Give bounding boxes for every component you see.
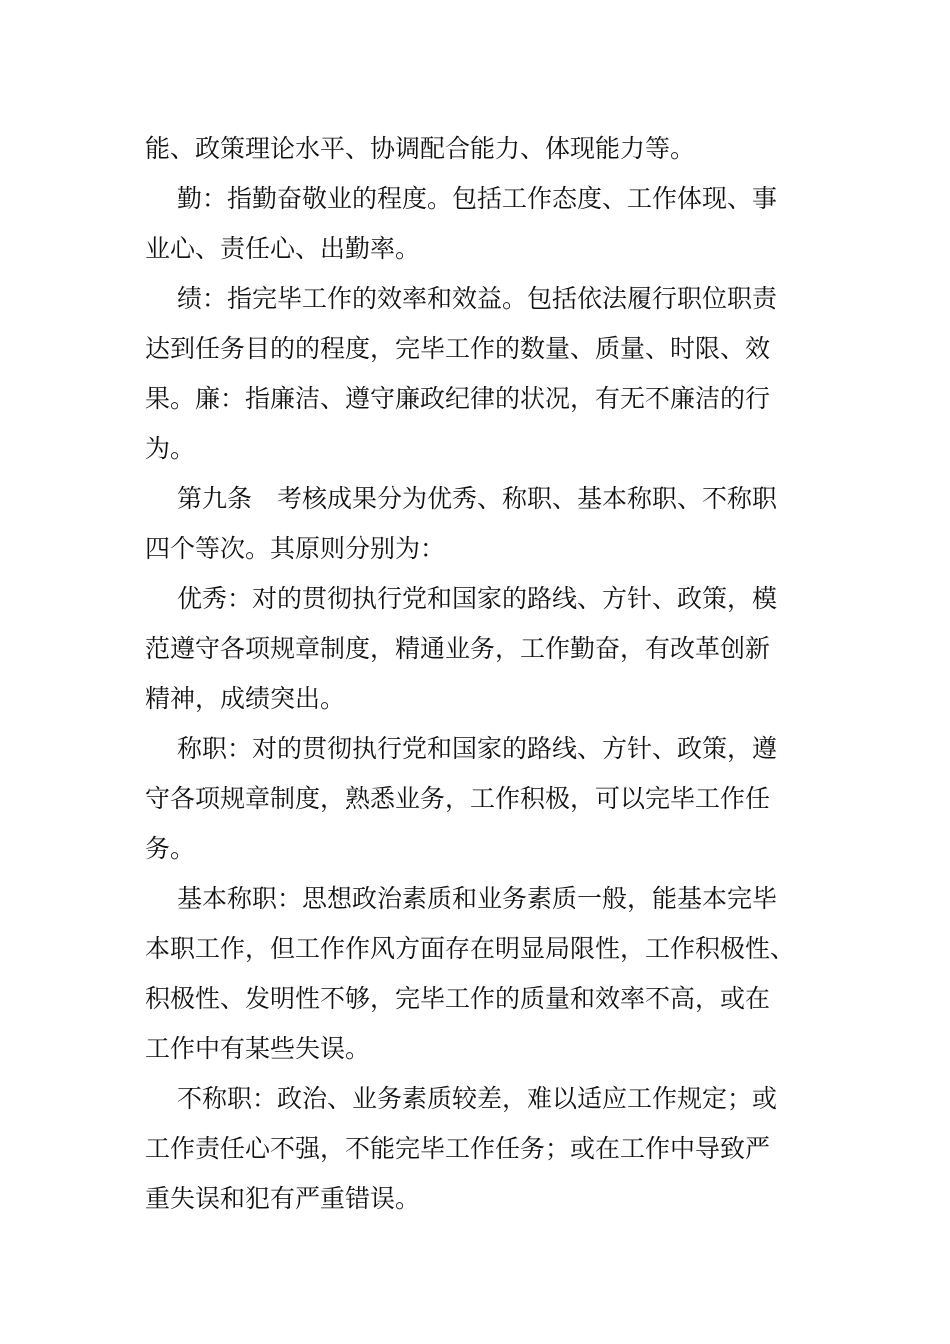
text-line: 勤：指勤奋敬业的程度。包括工作态度、工作体现、事 <box>177 184 778 213</box>
text-line: 业心、责任心、出勤率。 <box>145 234 421 263</box>
text-line: 工作中有某些失误。 <box>145 1034 371 1063</box>
text-line: 范遵守各项规章制度，精通业务，工作勤奋，有改革创新 <box>145 634 771 663</box>
text-line: 工作责任心不强，不能完毕工作任务；或在工作中导致严 <box>145 1134 771 1163</box>
text-line: 不称职：政治、业务素质较差，难以适应工作规定；或 <box>177 1084 778 1113</box>
text-line: 绩：指完毕工作的效率和效益。包括依法履行职位职责 <box>177 284 778 313</box>
text-line: 为。 <box>145 434 196 463</box>
text-line: 守各项规章制度，熟悉业务，工作积极，可以完毕工作任 <box>145 784 771 813</box>
document-body <box>145 124 805 1224</box>
text-line: 务。 <box>145 834 196 863</box>
text-line: 达到任务目的的程度，完毕工作的数量、质量、时限、效 <box>145 334 771 363</box>
text-line: 第九条 考核成果分为优秀、称职、基本称职、不称职 <box>177 484 778 513</box>
text-line: 称职：对的贯彻执行党和国家的路线、方针、政策，遵 <box>177 734 778 763</box>
text-line: 四个等次。其原则分别为： <box>145 534 446 563</box>
text-line: 基本称职：思想政治素质和业务素质一般，能基本完毕 <box>177 884 778 913</box>
text-line: 本职工作，但工作作风方面存在明显局限性，工作积极性、 <box>145 934 796 963</box>
text-line: 积极性、发明性不够，完毕工作的质量和效率不高，或在 <box>145 984 771 1013</box>
text-line: 重失误和犯有严重错误。 <box>145 1184 421 1213</box>
text-line: 能、政策理论水平、协调配合能力、体现能力等。 <box>145 134 696 163</box>
text-line: 精神，成绩突出。 <box>145 684 346 713</box>
text-line: 优秀：对的贯彻执行党和国家的路线、方针、政策，模 <box>177 584 778 613</box>
text-line: 果。廉：指廉洁、遵守廉政纪律的状况，有无不廉洁的行 <box>145 384 771 413</box>
